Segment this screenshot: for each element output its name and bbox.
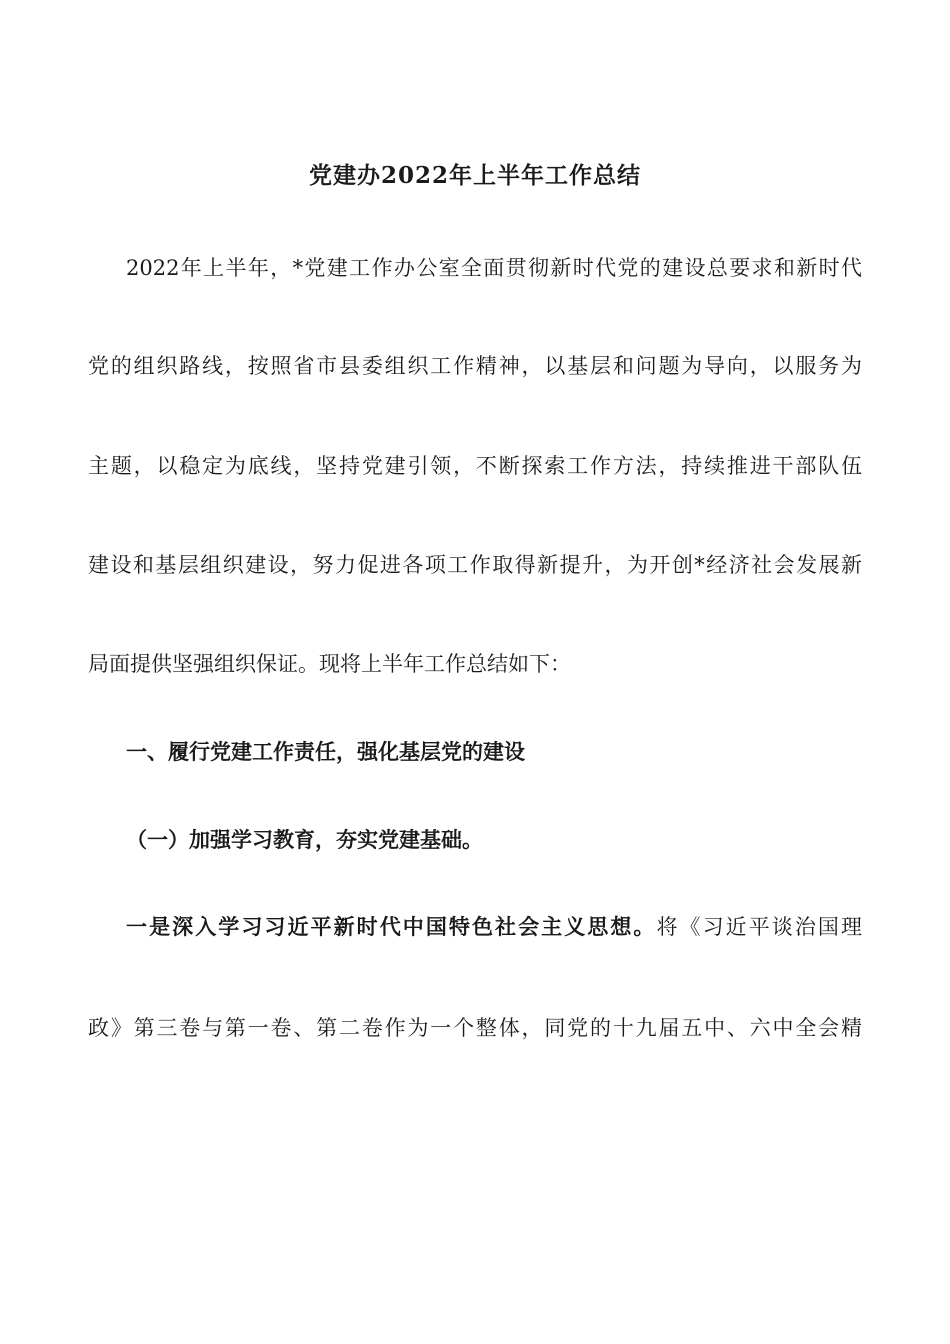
item-1-line-2: 政》第三卷与第一卷、第二卷作为一个整体，同党的十九届五中、六中全会精 (88, 1016, 862, 1040)
item-1-line-1 (126, 911, 862, 943)
subsection-heading-1: （一）加强学习教育，夯实党建基础。 (126, 827, 483, 852)
document-title: 党建办2022年上半年工作总结 (308, 162, 641, 189)
intro-line-5: 局面提供坚强组织保证。现将上半年工作总结如下： (88, 652, 571, 676)
intro-line-1: 2022年上半年，*党建工作办公室全面贯彻新时代党的建设总要求和新时代 (126, 256, 862, 280)
section-heading-1: 一、履行党建工作责任，强化基层党的建设 (126, 739, 525, 764)
intro-line-4: 建设和基层组织建设，努力促进各项工作取得新提升，为开创*经济社会发展新 (88, 553, 862, 577)
item-1-text: 将《习近平谈治国理 (656, 915, 862, 939)
intro-line-2: 党的组织路线，按照省市县委组织工作精神，以基层和问题为导向，以服务为 (88, 354, 862, 378)
intro-line-3: 主题，以稳定为底线，坚持党建引领，不断探索工作方法，持续推进干部队伍 (88, 454, 862, 478)
item-1-lead: 一是深入学习习近平新时代中国特色社会主义思想。 (126, 914, 657, 939)
